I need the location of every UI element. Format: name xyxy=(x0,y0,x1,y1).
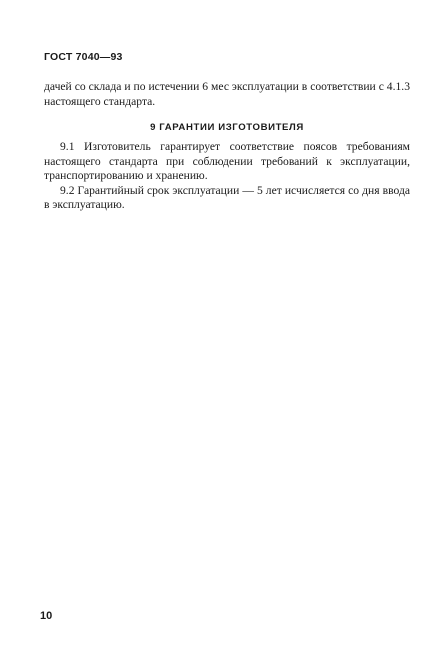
section-title: 9 ГАРАНТИИ ИЗГОТОВИТЕЛЯ xyxy=(150,122,304,133)
document-header: ГОСТ 7040—93 xyxy=(44,51,123,63)
continuation-paragraph: дачей со склада и по истечении 6 мес эксплуатации в соответствии с 4.1.3 настоящего стандарта. xyxy=(44,80,410,108)
clause-9-1: 9.1 Изготовитель гарантирует соответствие поясов требованиям настоящего стандарта при соблюдении требований к эксплуатации, транспортированию и хранению. xyxy=(44,140,410,183)
section-body xyxy=(44,140,410,213)
clause-9-2: 9.2 Гарантийный срок эксплуатации — 5 лет исчисляется со дня ввода в эксплуатацию. xyxy=(44,183,410,212)
page-number: 10 xyxy=(40,610,53,622)
